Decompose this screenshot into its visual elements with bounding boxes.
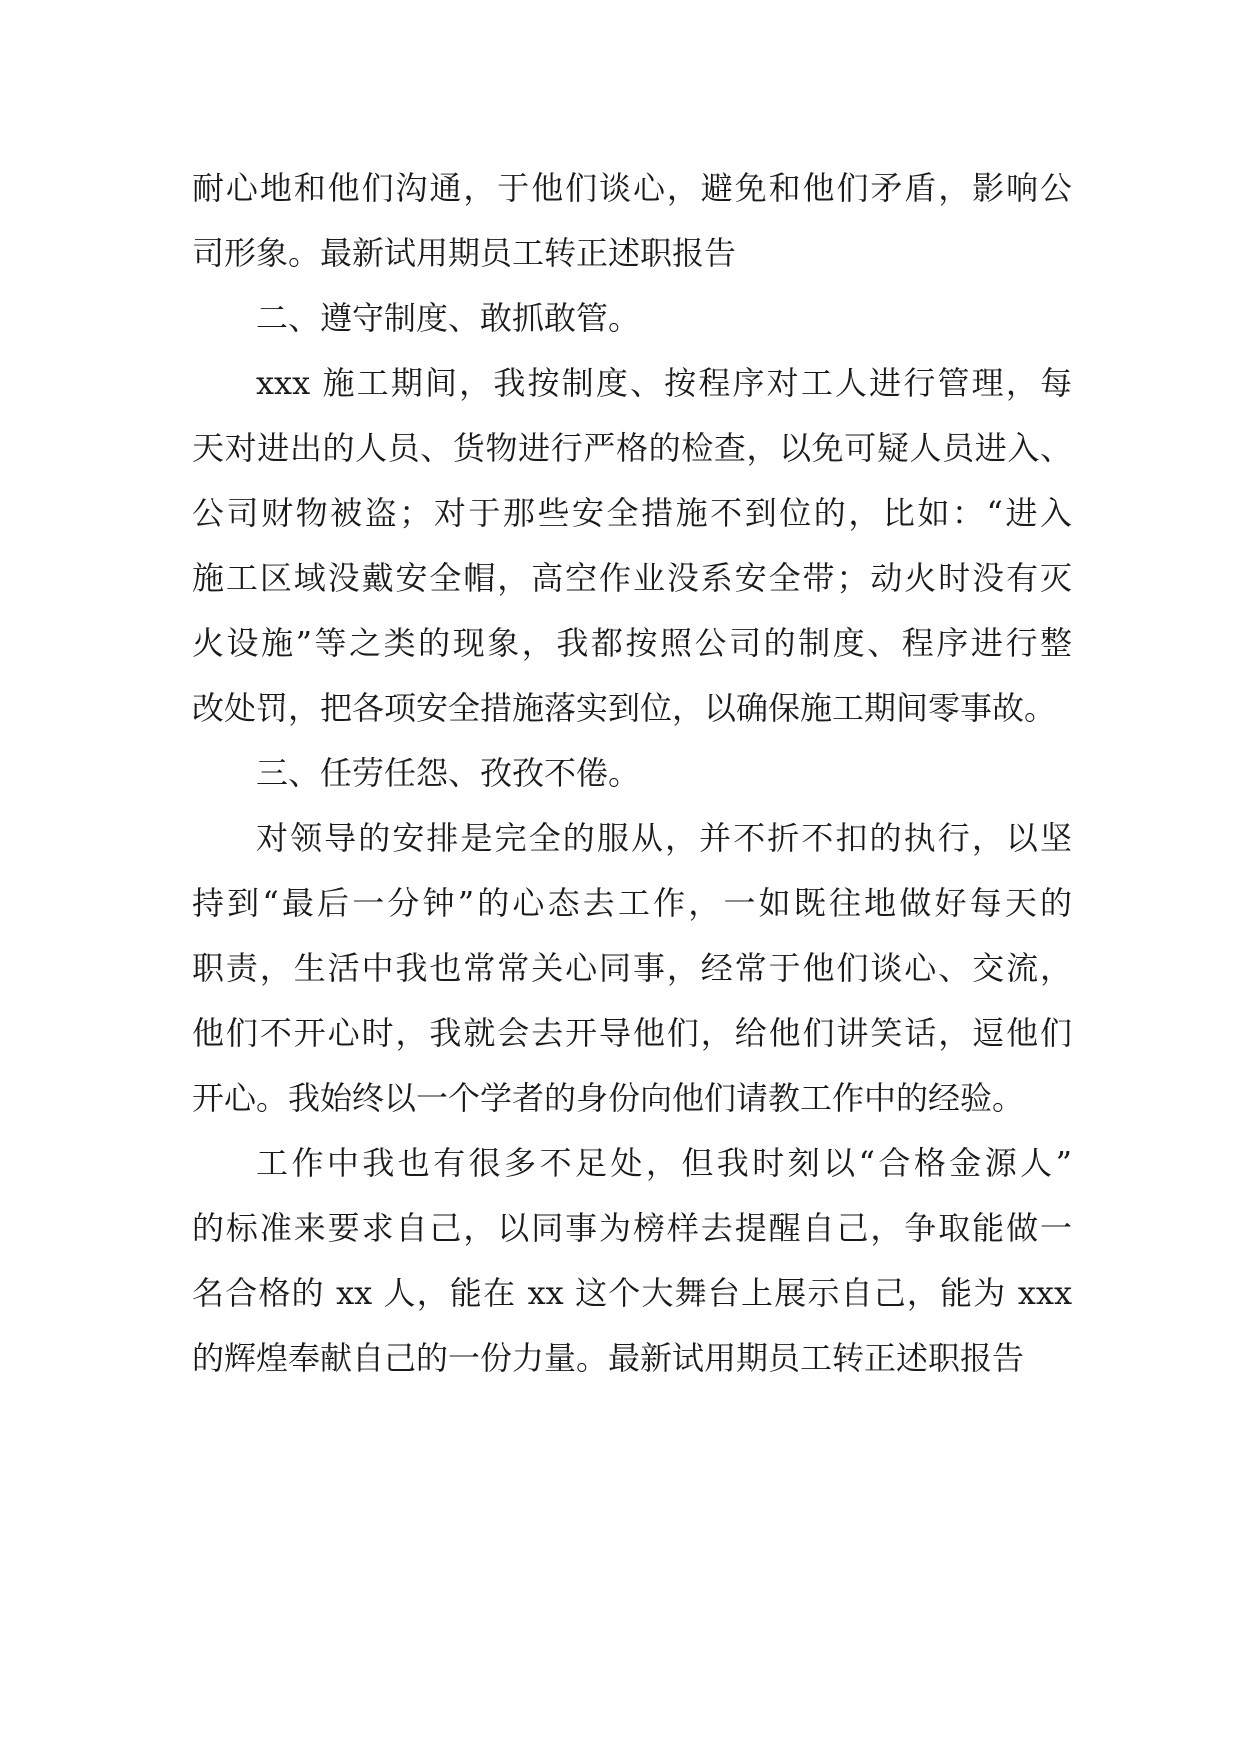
text-line: 火设施”等之类的现象，我都按照公司的制度、程序进行整 — [192, 624, 1072, 662]
text-line: 他们不开心时，我就会去开导他们，给他们讲笑话，逗他们 — [192, 1014, 1072, 1052]
document-body — [192, 156, 1072, 1391]
text-line: 的辉煌奉献自己的一份力量。最新试用期员工转正述职报告 — [192, 1339, 1025, 1377]
text-line: 职责，生活中我也常常关心同事，经常于他们谈心、交流， — [192, 949, 1072, 987]
text-line: 开心。我始终以一个学者的身份向他们请教工作中的经验。 — [192, 1079, 1025, 1117]
text-line: 的标准来要求自己，以同事为榜样去提醒自己，争取能做一 — [192, 1209, 1072, 1247]
text-line: 公司财物被盗；对于那些安全措施不到位的，比如：“进入 — [192, 494, 1072, 532]
text-line: 三、任劳任怨、孜孜不倦。 — [256, 754, 641, 792]
text-line: 耐心地和他们沟通，于他们谈心，避免和他们矛盾，影响公 — [192, 169, 1072, 207]
text-line: 二、遵守制度、敢抓敢管。 — [256, 299, 641, 337]
text-line: 对领导的安排是完全的服从，并不折不扣的执行，以坚 — [256, 819, 1072, 857]
text-line: 工作中我也有很多不足处，但我时刻以“合格金源人” — [256, 1144, 1072, 1182]
text-line: 持到“最后一分钟”的心态去工作，一如既往地做好每天的 — [192, 884, 1072, 922]
text-line: 天对进出的人员、货物进行严格的检查，以免可疑人员进入、 — [192, 429, 1072, 467]
text-line: 改处罚，把各项安全措施落实到位，以确保施工期间零事故。 — [192, 689, 1057, 727]
text-line: xxx 施工期间，我按制度、按程序对工人进行管理，每 — [256, 364, 1072, 402]
text-line: 名合格的 xx 人，能在 xx 这个大舞台上展示自己，能为 xxx — [192, 1274, 1072, 1312]
text-line: 司形象。最新试用期员工转正述职报告 — [192, 234, 737, 272]
text-line: 施工区域没戴安全帽，高空作业没系安全带；动火时没有灭 — [192, 559, 1072, 597]
